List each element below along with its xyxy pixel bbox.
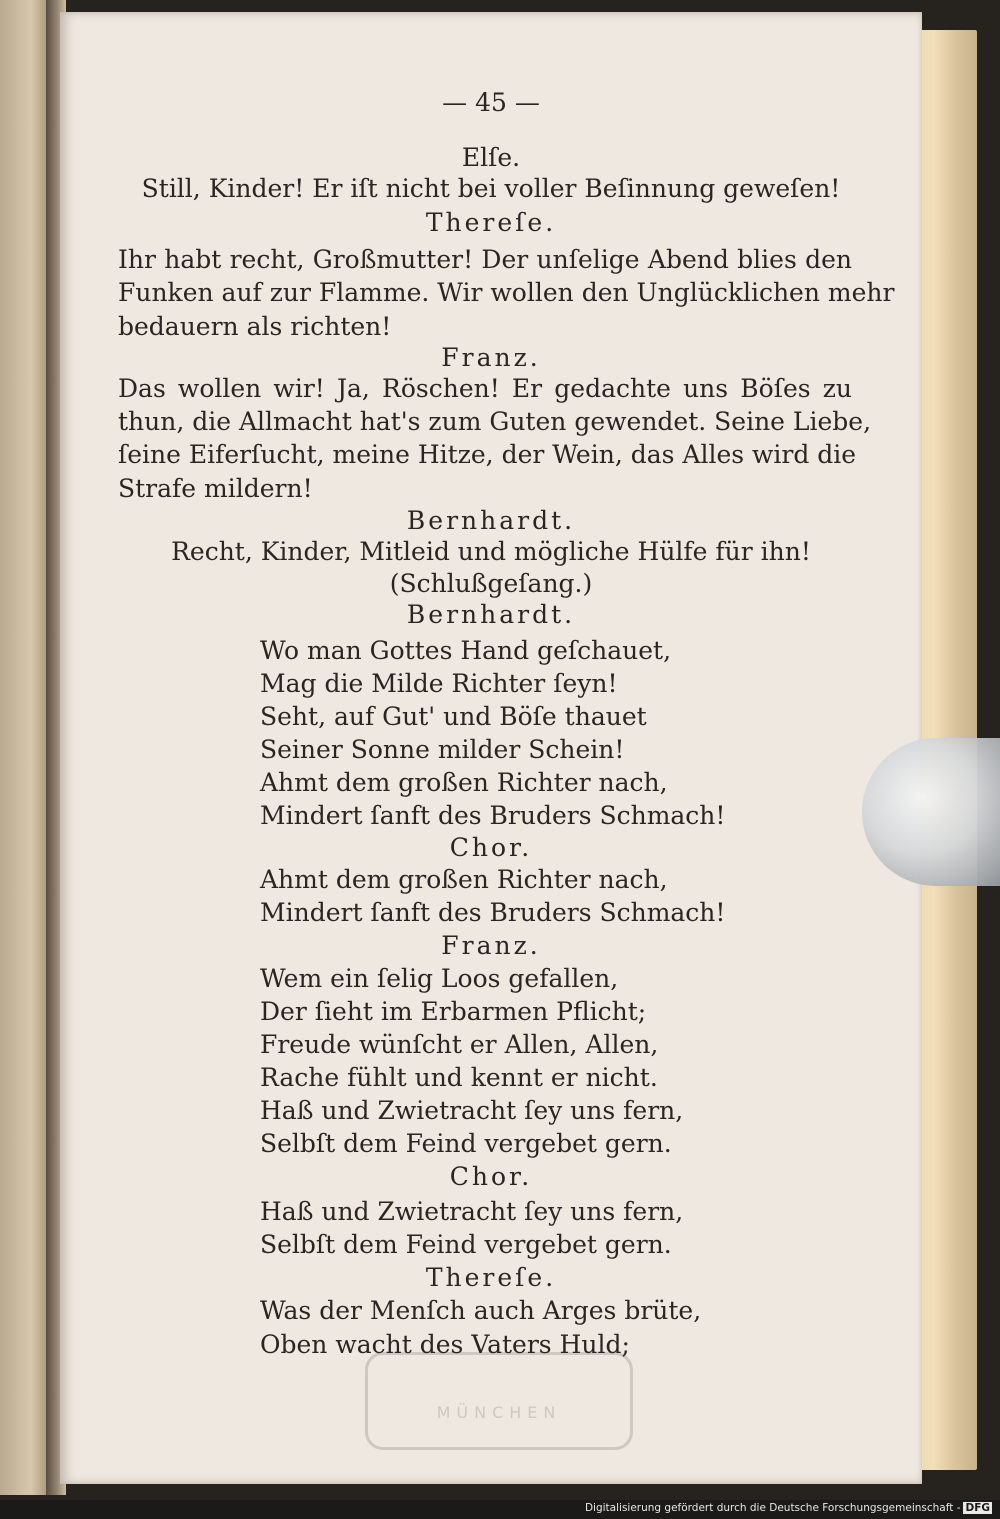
speaker-franz-song: Franz.	[441, 931, 541, 960]
page-holder-clip	[862, 738, 1000, 886]
franz-line-1: Das wollen wir! Ja, Röschen! Er gedachte uns Böſes zu	[118, 374, 852, 403]
stamp-text: MÜNCHEN	[436, 1403, 562, 1422]
verse-line: Selbſt dem Feind vergebet gern.	[260, 1129, 672, 1158]
footer-credit: Digitalisierung gefördert durch die Deutsche Forschungsgemeinschaft -	[584, 1502, 961, 1514]
therese-line-2: Funken auf zur Flamme. Wir wollen den Unglücklichen mehr	[118, 278, 895, 307]
verse-line: Der ſieht im Erbarmen Pflicht;	[260, 997, 647, 1026]
verse-line: Ahmt dem großen Richter nach,	[260, 865, 668, 894]
verse-line: Selbſt dem Feind vergebet gern.	[260, 1230, 672, 1259]
speaker-franz: Franz.	[441, 343, 541, 372]
verse-line: Rache fühlt und kennt er nicht.	[260, 1063, 658, 1092]
else-line: Still, Kinder! Er iſt nicht bei voller Beſinnung geweſen!	[141, 174, 841, 203]
franz-line-3: ſeine Eiferſucht, meine Hitze, der Wein, das Alles wird die	[118, 440, 857, 469]
bernhardt-line: Recht, Kinder, Mitleid und mögliche Hülfe für ihn!	[171, 537, 811, 566]
verse-line: Mindert ſanft des Bruders Schmach!	[260, 801, 726, 830]
verse-line: Mindert ſanft des Bruders Schmach!	[260, 898, 726, 927]
speaker-bernhardt-song: Bernhardt.	[406, 600, 576, 629]
verse-line: Wem ein ſelig Loos gefallen,	[260, 964, 619, 993]
page-number: — 45 —	[442, 88, 540, 117]
speaker-bernhardt: Bernhardt.	[406, 506, 576, 535]
digitization-footer	[585, 1502, 992, 1514]
dfg-logo: DFG	[965, 1502, 990, 1514]
speaker-chor-2: Chor.	[449, 1162, 533, 1191]
therese-line-3: bedauern als richten!	[118, 312, 392, 341]
speaker-therese-song: Thereſe.	[425, 1263, 557, 1292]
verse-line: Was der Menſch auch Arges brüte,	[260, 1296, 702, 1325]
verse-line: Haß und Zwietracht ſey uns fern,	[260, 1096, 684, 1125]
franz-line-4: Strafe mildern!	[118, 474, 313, 503]
verse-line: Freude wünſcht er Allen, Allen,	[260, 1030, 659, 1059]
verse-line: Seiner Sonne milder Schein!	[260, 735, 625, 764]
library-stamp	[365, 1352, 633, 1450]
verse-line: Mag die Milde Richter ſeyn!	[260, 669, 618, 698]
verse-line: Ahmt dem großen Richter nach,	[260, 768, 668, 797]
franz-line-2: thun, die Allmacht hat's zum Guten gewendet. Seine Liebe,	[118, 407, 872, 436]
verse-line: Seht, auf Gut' und Böſe thauet	[260, 702, 647, 731]
speaker-therese: Thereſe.	[425, 208, 557, 237]
previous-page-edge	[0, 0, 52, 1495]
speaker-chor: Chor.	[449, 833, 533, 862]
verse-line: Haß und Zwietracht ſey uns fern,	[260, 1197, 684, 1226]
verse-line: Oben wacht des Vaters Huld;	[260, 1330, 630, 1359]
therese-line-1: Ihr habt recht, Großmutter! Der unſelige Abend blies den	[118, 245, 852, 274]
stage-direction: (Schlußgeſang.)	[389, 569, 593, 598]
speaker-else: Elſe.	[461, 143, 521, 172]
verse-line: Wo man Gottes Hand geſchauet,	[260, 636, 672, 665]
